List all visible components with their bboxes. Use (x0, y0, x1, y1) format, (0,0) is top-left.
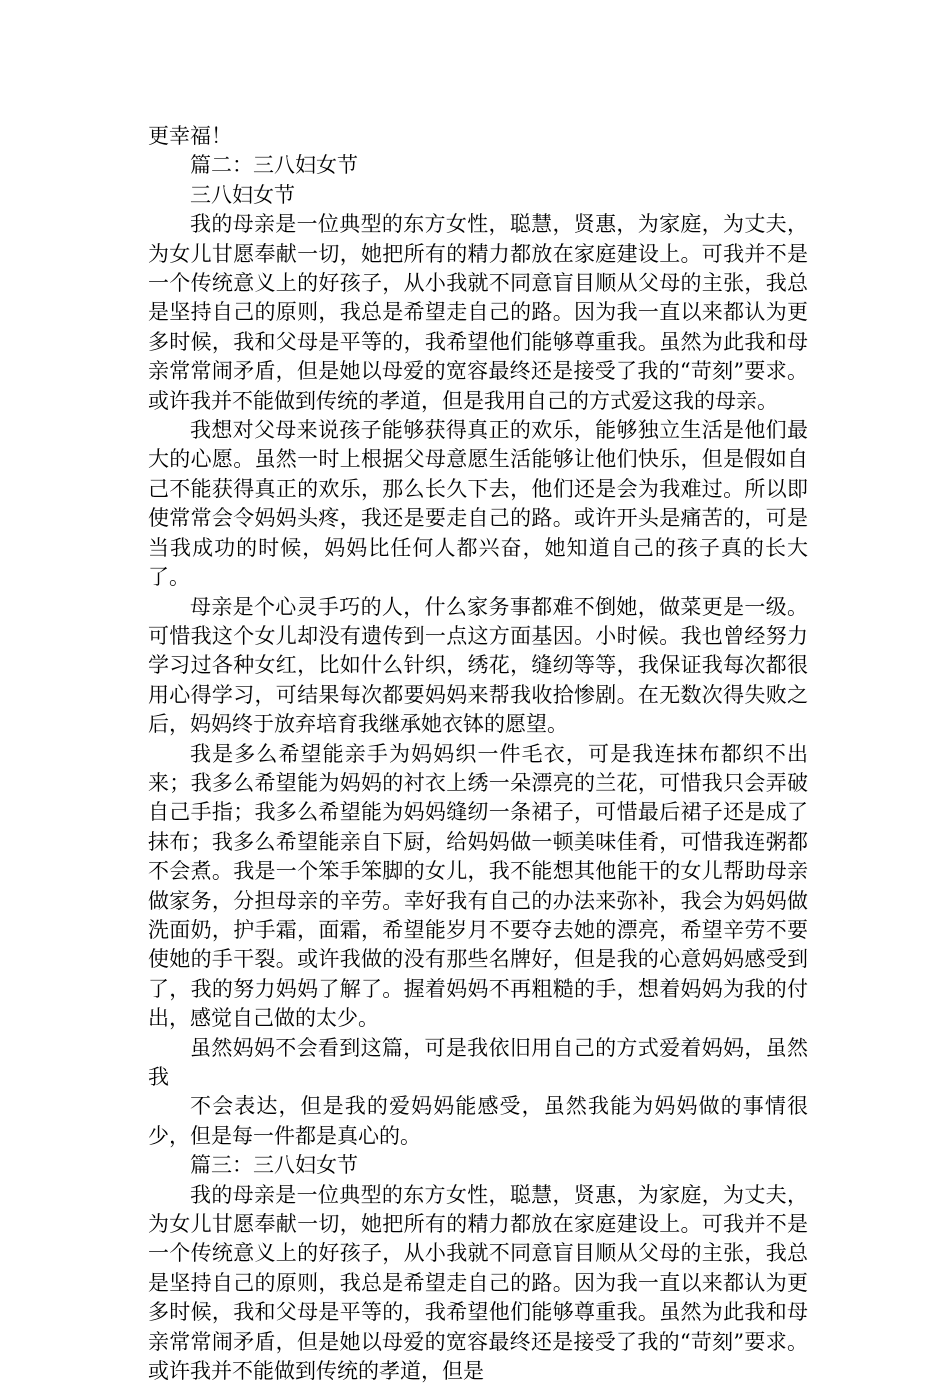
paragraph: 更幸福！ (148, 124, 232, 148)
paragraph: 我的母亲是一位典型的东方女性，聪慧，贤惠，为家庭，为丈夫，为女儿甘愿奉献一切，她把所有的精力都放在家庭建设上。可我并不是一个传统意义上的好孩子，从小我就不同意盲目顺从父母的主张，我总是坚持自己的原则，我总是希望走自己的路。因为我一直以来都认为更多时候，我和父母是平等的，我希望他们能够尊重我。虽然为此我和母亲常常闹矛盾，但是她以母爱的宽容最终还是接受了我的“苛刻”要求。或许我并不能做到传统的孝道，但是我用自己的方式爱这我的母亲。 (148, 212, 808, 413)
section-title: 三八妇女节 (190, 182, 295, 207)
section-heading: 篇三：三八妇女节 (190, 1153, 358, 1178)
paragraph: 我想对父母来说孩子能够获得真正的欢乐，能够独立生活是他们最大的心愿。虽然一时上根据父母意愿生活能够让他们快乐，但是假如自己不能获得真正的欢乐，那么长久下去，他们还是会为我难过。所以即使常常会令妈妈头疼，我还是要走自己的路。或许开头是痛苦的，可是当我成功的时候，妈妈比任何人都兴奋，她知道自己的孩子真的长大了。 (148, 418, 808, 590)
paragraph: 虽然妈妈不会看到这篇，可是我依旧用自己的方式爱着妈妈，虽然我 (148, 1035, 808, 1089)
paragraph: 我是多么希望能亲手为妈妈织一件毛衣，可是我连抹布都织不出来；我多么希望能为妈妈的衬衣上绣一朵漂亮的兰花，可惜我只会弄破自己手指；我多么希望能为妈妈缝纫一条裙子，可惜最后裙子还是成了抹布；我多么希望能亲自下厨，给妈妈做一顿美味佳肴，可惜我连粥都不会煮。我是一个笨手笨脚的女儿，我不能想其他能干的女儿帮助母亲做家务，分担母亲的辛劳。幸好我有自己的办法来弥补，我会为妈妈做洗面奶，护手霜，面霜，希望能岁月不要夺去她的漂亮，希望辛劳不要使她的手干裂。或许我做的没有那些名牌好，但是我的心意妈妈感受到了，我的努力妈妈了解了。握着妈妈不再粗糙的手，想着妈妈为我的付出，感觉自己做的太少。 (148, 741, 808, 1031)
document-body (148, 122, 808, 1386)
paragraph: 不会表达，但是我的爱妈妈能感受，虽然我能为妈妈做的事情很少，但是每一件都是真心的。 (148, 1094, 808, 1148)
section-heading: 篇二：三八妇女节 (190, 153, 358, 178)
paragraph: 我的母亲是一位典型的东方女性，聪慧，贤惠，为家庭，为丈夫，为女儿甘愿奉献一切，她把所有的精力都放在家庭建设上。可我并不是一个传统意义上的好孩子，从小我就不同意盲目顺从父母的主张，我总是坚持自己的原则，我总是希望走自己的路。因为我一直以来都认为更多时候，我和父母是平等的，我希望他们能够尊重我。虽然为此我和母亲常常闹矛盾，但是她以母爱的宽容最终还是接受了我的“苛刻”要求。或许我并不能做到传统的孝道，但是 (148, 1182, 808, 1384)
paragraph: 母亲是个心灵手巧的人，什么家务事都难不倒她，做菜更是一级。可惜我这个女儿却没有遗传到一点这方面基因。小时候。我也曾经努力学习过各种女红，比如什么针织，绣花，缝纫等等，我保证我每次都很用心得学习，可结果每次都要妈妈来帮我收拾惨剧。在无数次得失败之后，妈妈终于放弃培育我继承她衣钵的愿望。 (148, 594, 808, 737)
